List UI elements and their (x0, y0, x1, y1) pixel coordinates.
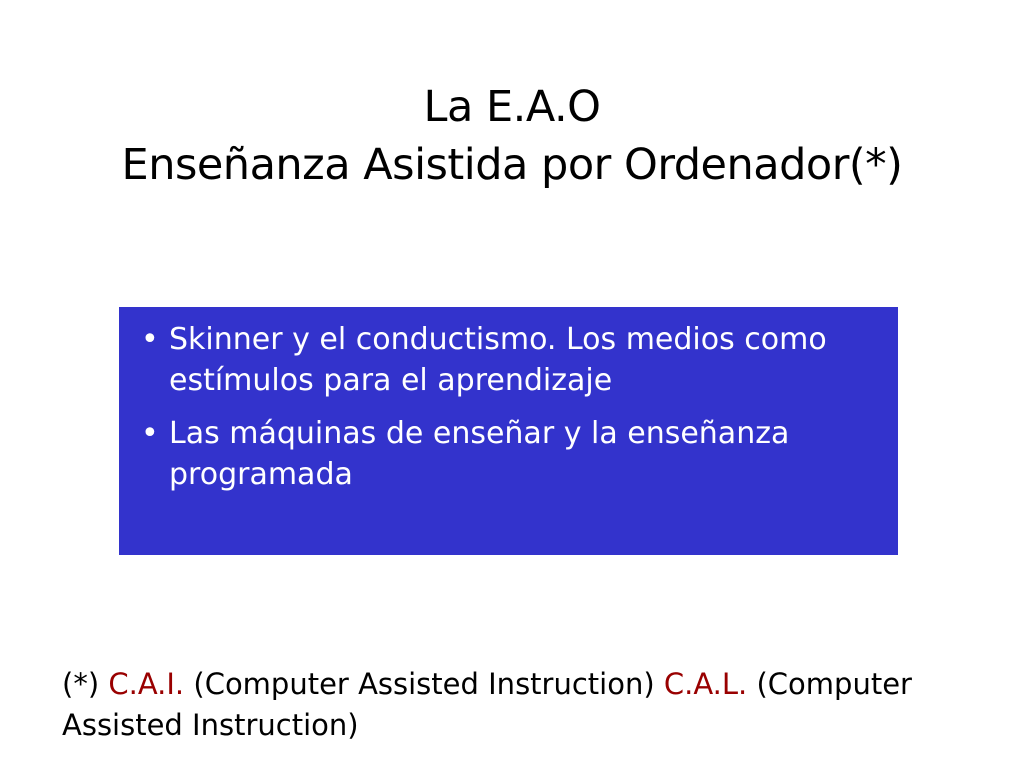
slide-title (0, 78, 1024, 194)
bullet-item (135, 319, 878, 401)
footnote-abbr-cai: C.A.I. (108, 667, 185, 701)
bullet-box (119, 307, 898, 555)
footnote-text-1: (Computer Assisted Instruction) (184, 667, 664, 701)
bullet-dot-icon: • (141, 416, 159, 451)
bullet-text: Skinner y el conductismo. Los medios como estímulos para el aprendizaje (169, 322, 827, 398)
footnote (62, 664, 992, 746)
title-line-2: Enseñanza Asistida por Ordenador(*) (121, 140, 903, 190)
title-line-1: La E.A.O (423, 82, 601, 132)
bullet-text: Las máquinas de enseñar y la enseñanza programada (169, 416, 790, 492)
bullet-dot-icon: • (141, 322, 159, 357)
footnote-abbr-cal: C.A.L. (663, 667, 748, 701)
bullet-list (135, 319, 878, 495)
bullet-item (135, 413, 878, 495)
footnote-text-2: (Computer Assisted Instruction) (62, 667, 912, 742)
footnote-marker: (*) (62, 667, 109, 701)
